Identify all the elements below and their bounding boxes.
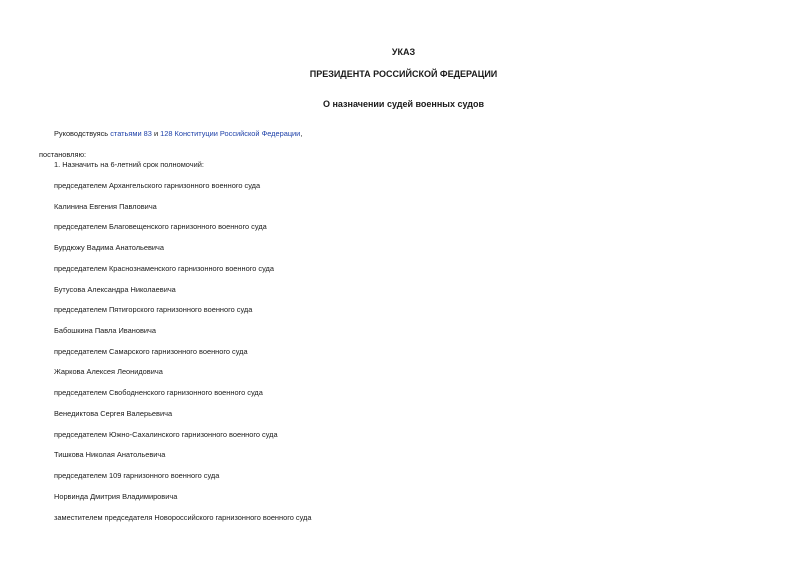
appointee-name: Бутусова Александра Николаевича	[54, 285, 176, 294]
article-83-link[interactable]: статьями 83	[110, 129, 152, 138]
appointee-name: Тишкова Николая Анатольевича	[54, 450, 166, 459]
appointee-name: Норвинда Дмитрия Владимировича	[54, 492, 178, 501]
appointment-position: председателем Архангельского гарнизонного военного суда	[54, 181, 261, 190]
appointee-name: Калинина Евгения Павловича	[54, 202, 157, 211]
appointment-position: председателем Самарского гарнизонного военного суда	[54, 347, 248, 356]
appointment-position: председателем 109 гарнизонного военного суда	[54, 471, 220, 480]
appointment-position: председателем Южно-Сахалинского гарнизонного военного суда	[54, 430, 278, 439]
appointment-position: председателем Пятигорского гарнизонного военного суда	[54, 305, 253, 314]
appointee-name: Бурдюжу Вадима Анатольевича	[54, 243, 165, 252]
appointment-position: заместителем председателя Новороссийского гарнизонного военного суда	[54, 513, 312, 522]
decree-issuer: ПРЕЗИДЕНТА РОССИЙСКОЙ ФЕДЕРАЦИИ	[309, 69, 498, 79]
appointee-name: Бабошкина Павла Ивановича	[54, 326, 156, 335]
preamble-suffix: ,	[300, 129, 303, 138]
appointee-name: Венедиктова Сергея Валерьевича	[54, 409, 173, 418]
preamble-prefix: Руководствуясь	[54, 129, 111, 138]
appointment-position: председателем Краснознаменского гарнизонного военного суда	[54, 264, 274, 273]
item-1: 1. Назначить на 6-летний срок полномочий:	[54, 160, 204, 169]
decree-title: УКАЗ	[391, 47, 416, 57]
appointee-name: Жаркова Алексея Леонидовича	[54, 367, 163, 376]
preamble-mid: и	[151, 129, 161, 138]
appointment-position: председателем Благовещенского гарнизонного военного суда	[54, 222, 267, 231]
preamble	[54, 129, 302, 138]
decree-subject: О назначении судей военных судов	[322, 99, 485, 109]
constitution-link[interactable]: 128 Конституции Российской Федерации	[160, 129, 301, 138]
appointment-position: председателем Свободненского гарнизонного военного суда	[54, 388, 263, 397]
resolve-text: постановляю:	[39, 150, 87, 159]
